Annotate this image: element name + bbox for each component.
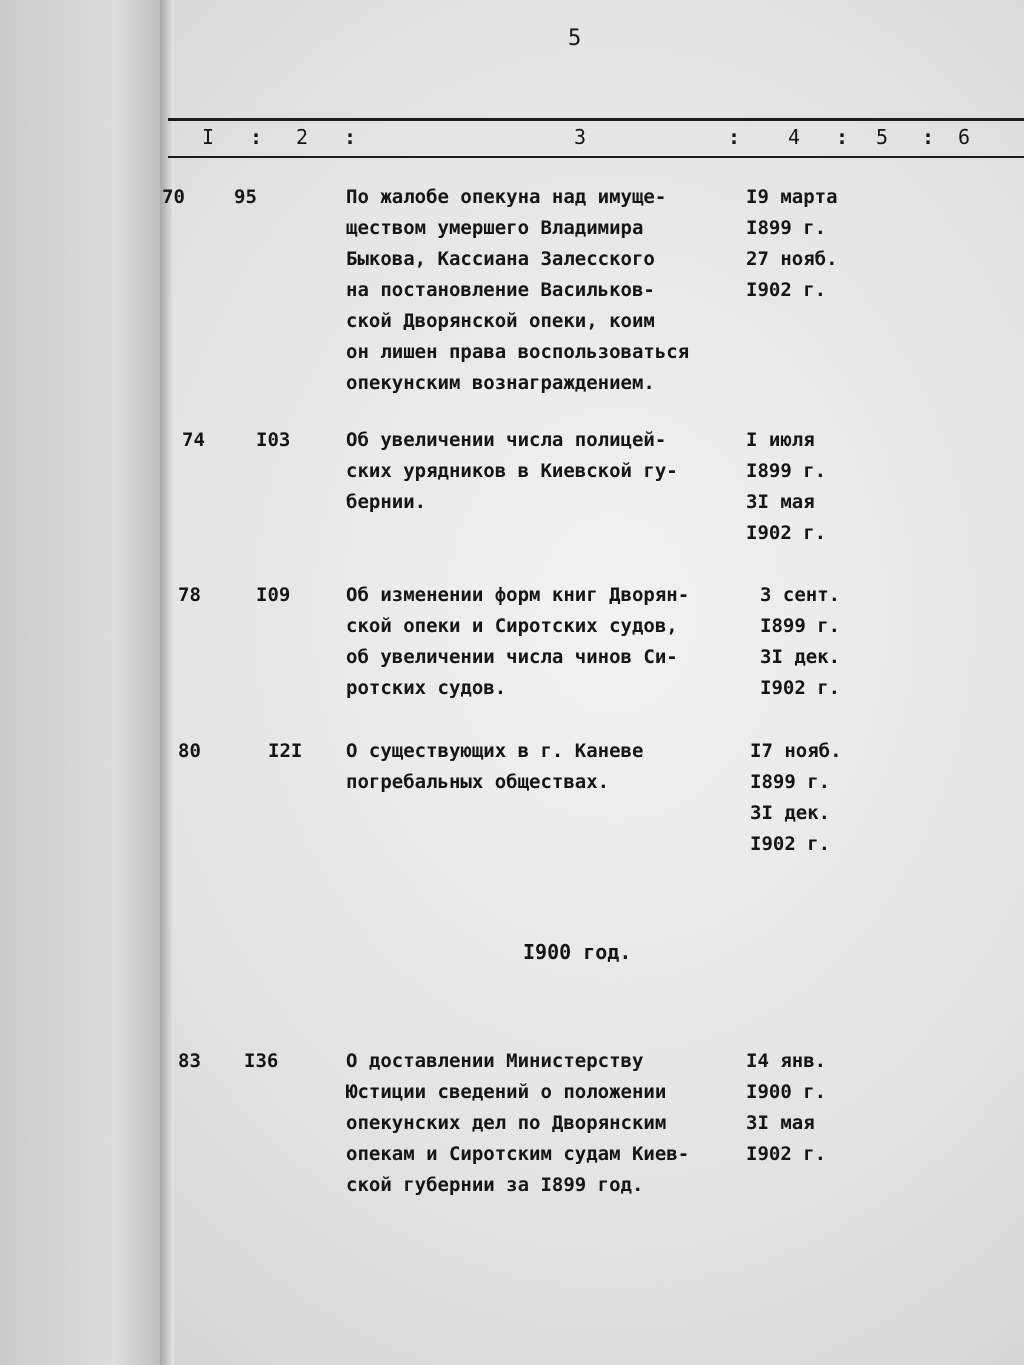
- entry-dates: [760, 580, 880, 704]
- header-col-2: 2: [296, 125, 309, 149]
- page-number: 5: [568, 26, 582, 51]
- entry-dates: [746, 425, 866, 549]
- date-line: 3I мая: [746, 491, 815, 513]
- header-col-6: 6: [958, 125, 971, 149]
- title-line: ской губернии за I899 год.: [346, 1174, 644, 1196]
- case-number: I03: [256, 429, 291, 451]
- title-line: Об изменении форм книг Дворян-: [346, 584, 690, 606]
- date-line: I7 нояб.: [750, 740, 842, 762]
- entry-number: 74: [182, 429, 205, 451]
- adjacent-page-edge: [0, 0, 165, 1365]
- date-line: 3I мая: [746, 1112, 815, 1134]
- date-line: I900 г.: [746, 1081, 827, 1103]
- case-number: I36: [244, 1050, 279, 1072]
- year-heading: I900 год.: [523, 940, 632, 964]
- date-line: I902 г.: [746, 522, 827, 544]
- date-line: I9 марта: [746, 186, 838, 208]
- title-line: на постановление Васильков-: [346, 279, 655, 301]
- header-separator: :: [250, 125, 263, 149]
- date-line: I899 г.: [750, 771, 831, 793]
- entry-number: 70: [162, 186, 185, 208]
- title-line: погребальных обществах.: [346, 771, 610, 793]
- date-line: I902 г.: [746, 279, 827, 301]
- title-line: бернии.: [346, 491, 427, 513]
- header-separator: :: [344, 125, 357, 149]
- case-number: I2I: [268, 740, 303, 762]
- date-line: I902 г.: [746, 1143, 827, 1165]
- entry-number: 80: [178, 740, 201, 762]
- date-line: I902 г.: [750, 833, 831, 855]
- title-line: он лишен права воспользоваться: [346, 341, 690, 363]
- title-line: ской опеки и Сиротских судов,: [346, 615, 678, 637]
- header-separator: :: [922, 125, 935, 149]
- date-line: I902 г.: [760, 677, 841, 699]
- entry-title: [346, 580, 756, 704]
- title-line: О существующих в г. Каневе: [346, 740, 644, 762]
- date-line: I4 янв.: [746, 1050, 827, 1072]
- entry-dates: [746, 1046, 866, 1170]
- date-line: I899 г.: [746, 460, 827, 482]
- case-number: I09: [256, 584, 291, 606]
- header-col-5: 5: [876, 125, 889, 149]
- title-line: опекунским вознаграждением.: [346, 372, 655, 394]
- title-line: ротских судов.: [346, 677, 507, 699]
- title-line: Юстиции сведений о положении: [346, 1081, 667, 1103]
- date-line: 3 сент.: [760, 584, 841, 606]
- title-line: По жалобе опекуна над имуще-: [346, 186, 667, 208]
- header-col-3: 3: [574, 125, 587, 149]
- case-number: 95: [234, 186, 257, 208]
- date-line: I899 г.: [760, 615, 841, 637]
- entry-dates: [750, 736, 870, 860]
- date-line: I899 г.: [746, 217, 827, 239]
- title-line: ской Дворянской опеки, коим: [346, 310, 655, 332]
- title-line: О доставлении Министерству: [346, 1050, 644, 1072]
- title-line: Быкова, Кассиана Залесского: [346, 248, 655, 270]
- title-line: Об увеличении числа полицей-: [346, 429, 667, 451]
- header-separator: :: [728, 125, 741, 149]
- title-line: ществом умершего Владимира: [346, 217, 644, 239]
- table-header: [168, 118, 1024, 156]
- title-line: опекам и Сиротским судам Киев-: [346, 1143, 690, 1165]
- entry-dates: [746, 182, 866, 306]
- date-line: I июля: [746, 429, 815, 451]
- title-line: опекунских дел по Дворянским: [346, 1112, 667, 1134]
- document-page: [162, 0, 1024, 1365]
- entry-title: [346, 1046, 756, 1201]
- title-line: ских урядников в Киевской гу-: [346, 460, 678, 482]
- header-col-1: I: [202, 125, 215, 149]
- date-line: 27 нояб.: [746, 248, 838, 270]
- date-line: 3I дек.: [760, 646, 841, 668]
- entry-title: [346, 425, 756, 518]
- entry-number: 83: [178, 1050, 201, 1072]
- entry-number: 78: [178, 584, 201, 606]
- title-line: об увеличении числа чинов Си-: [346, 646, 678, 668]
- date-line: 3I дек.: [750, 802, 831, 824]
- header-col-4: 4: [788, 125, 801, 149]
- entry-title: [346, 736, 756, 798]
- header-separator: :: [836, 125, 849, 149]
- header-rule-bottom: [168, 156, 1024, 158]
- entry-title: [346, 182, 756, 399]
